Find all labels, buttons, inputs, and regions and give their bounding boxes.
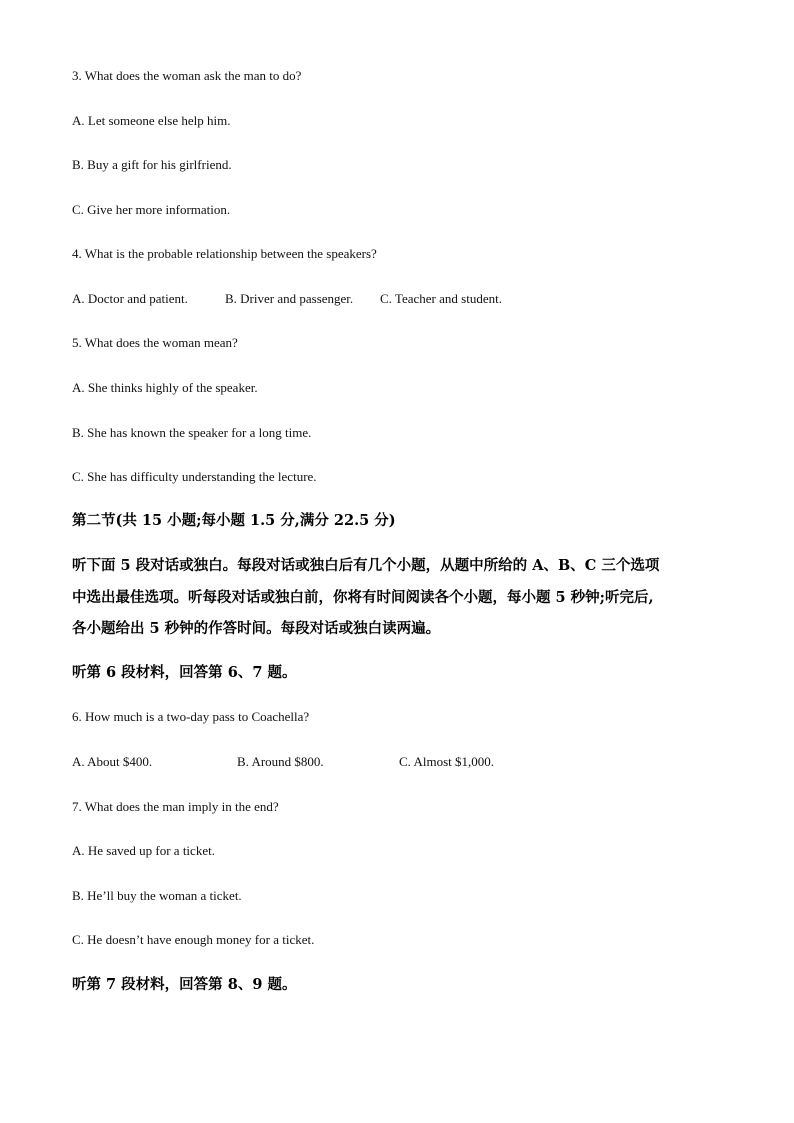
question-7-stem: 7. What does the man imply in the end? [72,799,279,814]
question-7-option-a: A. He saved up for a ticket. [72,843,215,858]
question-6-option-a: A. About $400. [72,754,153,769]
question-6-stem: 6. How much is a two-day pass to Coachella? [72,709,310,724]
question-7-option-b: B. He’ll buy the woman a ticket. [72,888,242,903]
question-5-option-a: A. She thinks highly of the speaker. [72,380,258,395]
question-4-option-b: B. Driver and passenger. [225,291,354,306]
question-4-option-a: A. Doctor and patient. [72,291,188,306]
question-3-option-a: A. Let someone else help him. [72,113,231,128]
section-2-instruction-line-1: 听下面 5 段对话或独白。每段对话或独白后有几个小题，从题中所给的 A、B、C 三个选项 [72,557,660,574]
question-7-option-c: C. He doesn’t have enough money for a ticket. [72,932,315,947]
question-5-option-c: C. She has difficulty understanding the lecture. [72,469,317,484]
question-4-stem: 4. What is the probable relationship between the speakers? [72,246,377,261]
question-6-option-c: C. Almost $1,000. [399,754,494,769]
section-2-instruction-line-2: 中选出最佳选项。听每段对话或独白前，你将有时间阅读各个小题，每小题 5 秒钟;听完后, [72,589,654,606]
material-7-label: 听第 7 段材料，回答第 8、9 题。 [72,976,297,993]
question-6-options-row [0,754,794,770]
material-6-label: 听第 6 段材料，回答第 6、7 题。 [72,664,297,681]
question-3-stem: 3. What does the woman ask the man to do? [72,68,302,83]
question-6-option-b: B. Around $800. [237,754,324,769]
section-2-instruction-line-3: 各小题给出 5 秒钟的作答时间。每段对话或独白读两遍。 [72,620,441,637]
question-3-option-c: C. Give her more information. [72,202,231,217]
question-5-option-b: B. She has known the speaker for a long time. [72,425,312,440]
section-2-title: 第二节(共 15 小题;每小题 1.5 分,满分 22.5 分) [72,512,396,529]
question-4-option-c: C. Teacher and student. [380,291,502,306]
question-3-option-b: B. Buy a gift for his girlfriend. [72,157,232,172]
question-4-options-row [0,291,794,307]
question-5-stem: 5. What does the woman mean? [72,335,238,350]
